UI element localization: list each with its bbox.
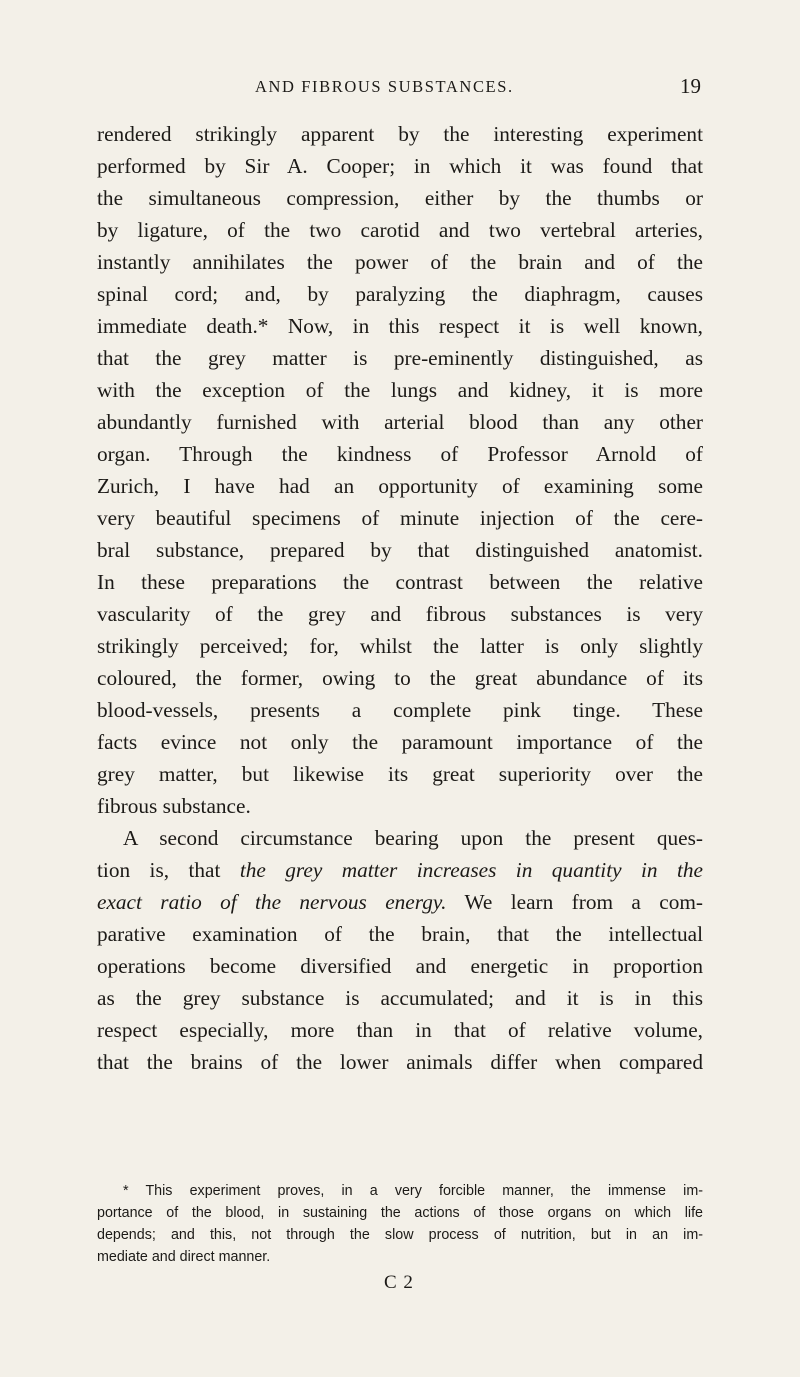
text-line: coloured, the former, owing to the great abundance of its [97,666,703,690]
italic-emphasis: exact ratio of the nervous energy. [97,890,447,914]
text-line: performed by Sir A. Cooper; in which it was found that [97,154,703,178]
text-line: blood-vessels, presents a complete pink tinge. These [97,698,703,722]
italic-emphasis: the grey matter increases in quantity in the [239,858,703,882]
text-line: respect especially, more than in that of relative volume, [97,1018,703,1042]
body-text [97,118,703,1078]
text-line [97,854,703,886]
text-line: fibrous substance. [97,794,251,818]
text-line: In these preparations the contrast between the relative [97,570,703,594]
paragraph-start-line: A second circumstance bearing upon the present ques- [123,826,703,850]
text-line: Zurich, I have had an opportunity of examining some [97,474,703,498]
plain-text: We learn from a com- [446,890,703,914]
footnote-line: depends; and this, not through the slow process of nutrition, but in an im- [97,1227,703,1243]
text-line: facts evince not only the paramount importance of the [97,730,703,754]
text-line: spinal cord; and, by paralyzing the diaphragm, causes [97,282,703,306]
text-line: immediate death.* Now, in this respect it is well known, [97,314,703,338]
text-line [97,886,703,918]
text-line: organ. Through the kindness of Professor Arnold of [97,442,703,466]
text-line: the simultaneous compression, either by the thumbs or [97,186,703,210]
text-line: that the brains of the lower animals differ when compared [97,1050,703,1074]
signature-mark: C 2 [384,1272,414,1293]
plain-text: tion is, that [97,858,240,882]
footnote [97,1180,703,1268]
text-line: with the exception of the lungs and kidney, it is more [97,378,703,402]
page-number: 19 [680,74,701,98]
text-line: by ligature, of the two carotid and two vertebral arteries, [97,218,703,242]
text-line: grey matter, but likewise its great superiority over the [97,762,703,786]
text-line: abundantly furnished with arterial blood than any other [97,410,703,434]
footnote-line: mediate and direct manner. [97,1249,271,1265]
text-line: operations become diversified and energetic in proportion [97,954,703,978]
footnote-line: portance of the blood, in sustaining the actions of those organs on which life [97,1205,703,1221]
text-line: very beautiful specimens of minute injection of the cere- [97,506,703,530]
text-line: as the grey substance is accumulated; and it is in this [97,986,703,1010]
footnote-line: * This experiment proves, in a very forcible manner, the immense im- [123,1183,703,1199]
text-line: parative examination of the brain, that the intellectual [97,922,703,946]
running-title: AND FIBROUS SUBSTANCES. [255,77,514,96]
text-line: rendered strikingly apparent by the interesting experiment [97,122,703,146]
text-line: vascularity of the grey and fibrous substances is very [97,602,703,626]
text-line: bral substance, prepared by that distinguished anatomist. [97,538,703,562]
text-line: strikingly perceived; for, whilst the latter is only slightly [97,634,703,658]
text-line: that the grey matter is pre-eminently distinguished, as [97,346,703,370]
running-head [97,74,703,101]
text-line: instantly annihilates the power of the brain and of the [97,250,703,274]
